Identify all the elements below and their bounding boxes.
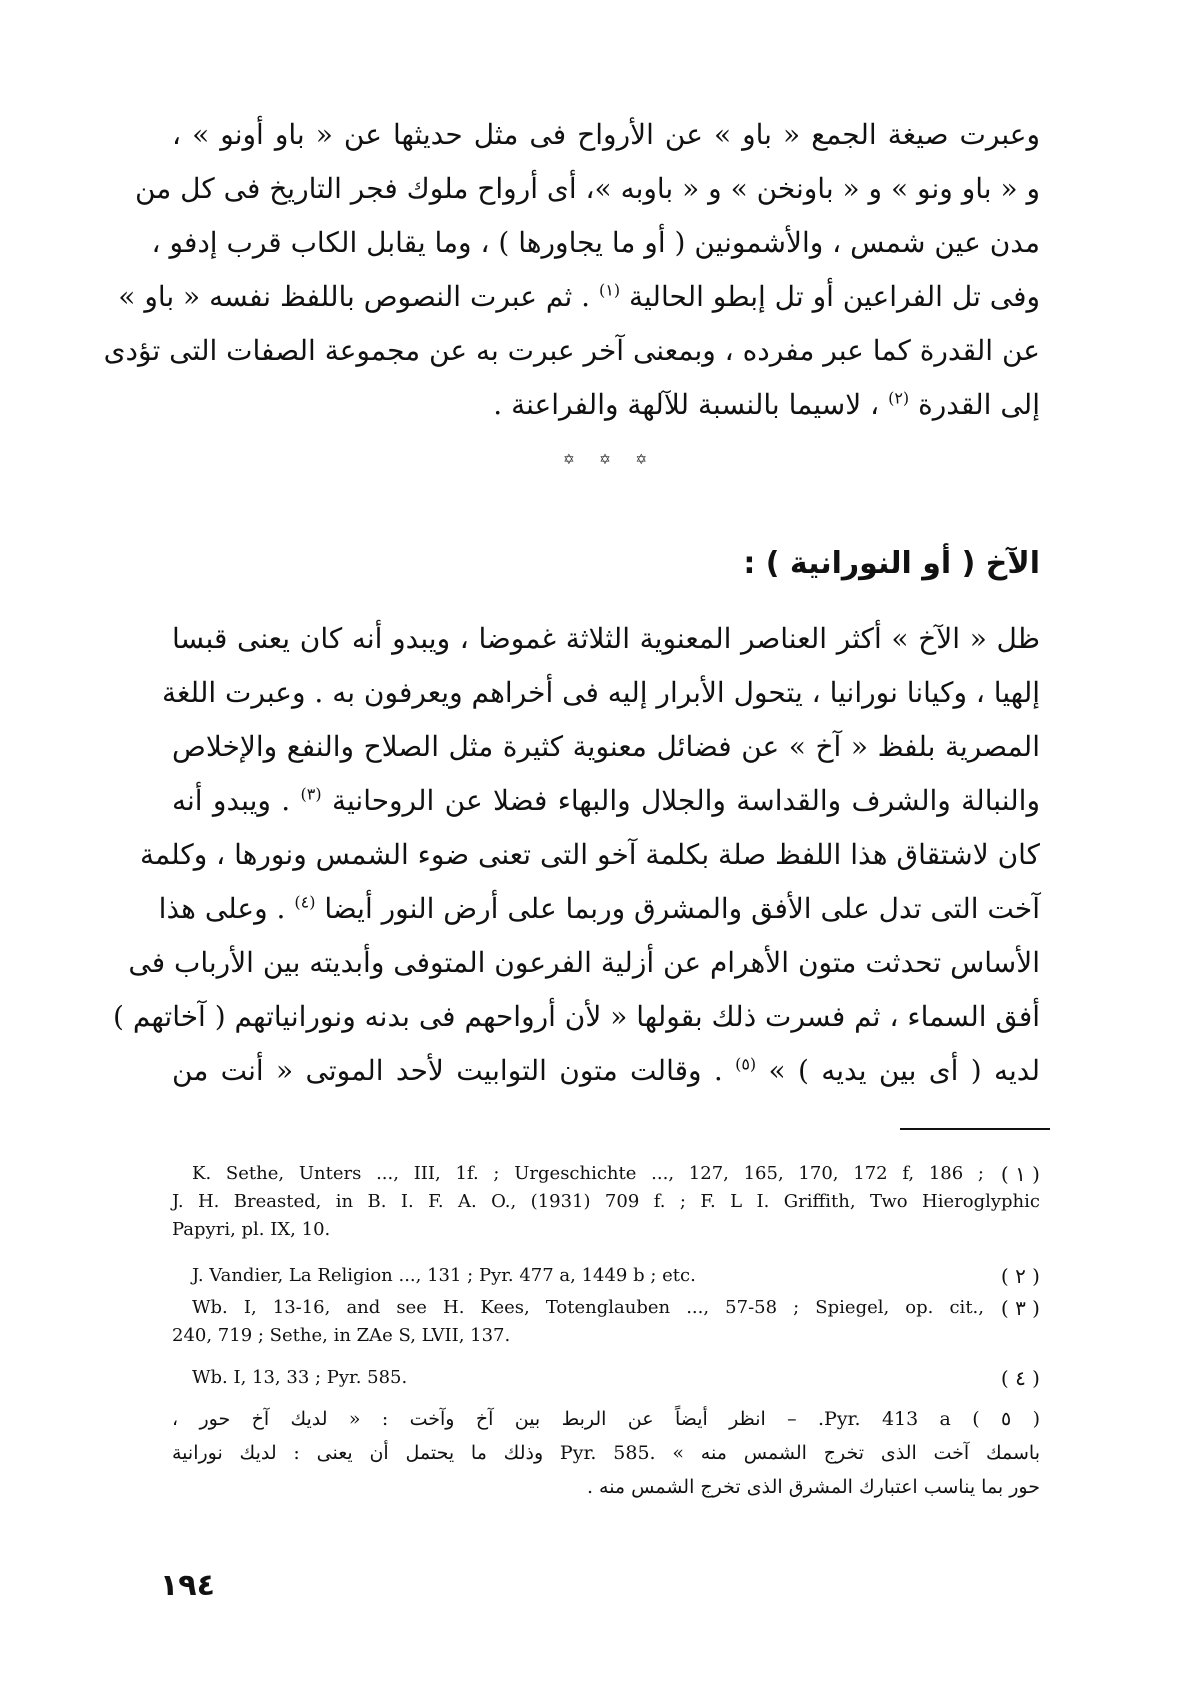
page-number: ١٩٤ (160, 1568, 215, 1603)
text-line: كان لاشتقاق هذا اللفظ صلة بكلمة آخو التى تعنى ضوء الشمس ونورها ، وكلمة (139, 838, 1040, 871)
text-line: و « باو ونو » و « باونخن » و « باوبه »، أى أرواح ملوك فجر التاريخ فى كل من (134, 172, 1040, 205)
text-line (158, 882, 1040, 936)
paragraph-akh (113, 612, 1040, 1098)
text-line: إلهيا ، وكيانا نورانيا ، يتحول الأبرار إليه فى أخراهم ويعرفون به . وعبرت اللغة (162, 676, 1040, 709)
footnote-row (172, 1160, 1040, 1188)
footnote-number: ( ٢ ) (1000, 1264, 1040, 1288)
text-line (172, 774, 1040, 828)
footnote-line: حور بما يناسب اعتبارك المشرق الذى تخرج الشمس منه . (586, 1476, 1040, 1498)
footnote-line: K. Sethe, Unters ..., III, 1f. ; Urgeschichte ..., 127, 165, 170, 172 f, 186 ; (192, 1163, 984, 1184)
footnote-ref-1: (١) (598, 280, 621, 300)
footnote-3 (172, 1294, 1040, 1350)
text-fragment: والنبالة والشرف والقداسة والجلال والبهاء فضلا عن الروحانية (331, 784, 1040, 817)
text-line: وعبرت صيغة الجمع « باو » عن الأرواح فى مثل حديثها عن « باو أونو » ، (172, 118, 1040, 151)
footnote-line: ( ٥ ) Pyr. 413 a. – انظر أيضاً عن الربط بين آخ وآخت : « لديك آخ حور ، (172, 1408, 1041, 1430)
footnote-row (172, 1364, 1040, 1392)
footnote-ref-3: (٣) (300, 784, 322, 804)
footnote-line: 240, 719 ; Sethe, in ZAe S, LVII, 137. (172, 1325, 511, 1346)
footnote-4 (172, 1364, 1040, 1392)
footnote-1 (172, 1160, 1040, 1244)
section-separator: ✡ ✡ ✡ (562, 452, 658, 468)
footnote-5 (172, 1402, 1040, 1504)
footnote-line: Papyri, pl. IX, 10. (172, 1219, 331, 1240)
footnote-number: ( ٣ ) (1000, 1296, 1040, 1320)
text-line: الأساس تحدثت متون الأهرام عن أزلية الفرعون المتوفى وأبديته بين الأرباب فى (128, 946, 1040, 979)
section-heading: الآخ ( أو النورانية ) : (743, 546, 1040, 581)
footnote-row (172, 1262, 1040, 1290)
text-fragment: ، لاسيما بالنسبة للآلهة والفراعنة . (493, 388, 880, 421)
footnote-line: J. H. Breasted, in B. I. F. A. O., (1931) 709 f. ; F. L I. Griffith, Two Hieroglyphic (172, 1191, 1040, 1212)
footnote-divider (900, 1128, 1050, 1130)
text-fragment: إلى القدرة (918, 388, 1040, 421)
footnote-2 (172, 1262, 1040, 1290)
text-fragment: . وعلى هذا (158, 892, 286, 925)
paragraph-ba (103, 108, 1040, 432)
footnote-number: ( ١ ) (1000, 1162, 1040, 1186)
text-line: المصرية بلفظ « آخ » عن فضائل معنوية كثيرة مثل الصلاح والنفع والإخلاص (172, 730, 1040, 763)
footnote-row (172, 1294, 1040, 1322)
footnote-line: Wb. I, 13-16, and see H. Kees, Totenglauben ..., 57-58 ; Spiegel, op. cit., (192, 1297, 984, 1318)
footnote-ref-4: (٤) (294, 892, 316, 912)
text-fragment: آخت التى تدل على الأفق والمشرق وربما على أرض النور أيضا (324, 892, 1040, 925)
footnote-ref-5: (٥) (735, 1054, 757, 1074)
text-line (172, 1044, 1040, 1098)
text-line: أفق السماء ، ثم فسرت ذلك بقولها « لأن أرواحهم فى بدنه ونورانياتهم ( آخاتهم ) (113, 1000, 1040, 1033)
footnote-line: Wb. I, 13, 33 ; Pyr. 585. (192, 1367, 408, 1388)
text-line (172, 378, 1040, 432)
text-fragment: وفى تل الفراعين أو تل إبطو الحالية (628, 280, 1040, 313)
text-line (118, 270, 1040, 324)
text-fragment: . وقالت متون التوابيت لأحد الموتى « أنت من (172, 1054, 723, 1087)
footnote-line: J. Vandier, La Religion ..., 131 ; Pyr. 477 a, 1449 b ; etc. (192, 1265, 696, 1286)
footnote-ref-2: (٢) (888, 388, 910, 408)
footnote-line: باسمك آخت الذى تخرج الشمس منه » .Pyr. 585 وذلك ما يحتمل أن يعنى : لديك نورانية (172, 1442, 1040, 1464)
text-fragment: لديه ( أى بين يديه ) » (768, 1054, 1040, 1087)
text-fragment: . ويبدو أنه (172, 784, 291, 817)
footnote-number: ( ٤ ) (1000, 1366, 1040, 1390)
text-line: ظل « الآخ » أكثر العناصر المعنوية الثلاثة غموضا ، ويبدو أنه كان يعنى قبسا (172, 622, 1040, 655)
text-line: مدن عين شمس ، والأشمونين ( أو ما يجاورها ) ، وما يقابل الكاب قرب إدفو ، (151, 226, 1040, 259)
text-line: عن القدرة كما عبر مفرده ، وبمعنى آخر عبرت به عن مجموعة الصفات التى تؤدى (103, 334, 1040, 367)
text-fragment: . ثم عبرت النصوص باللفظ نفسه « باو » (118, 280, 591, 313)
